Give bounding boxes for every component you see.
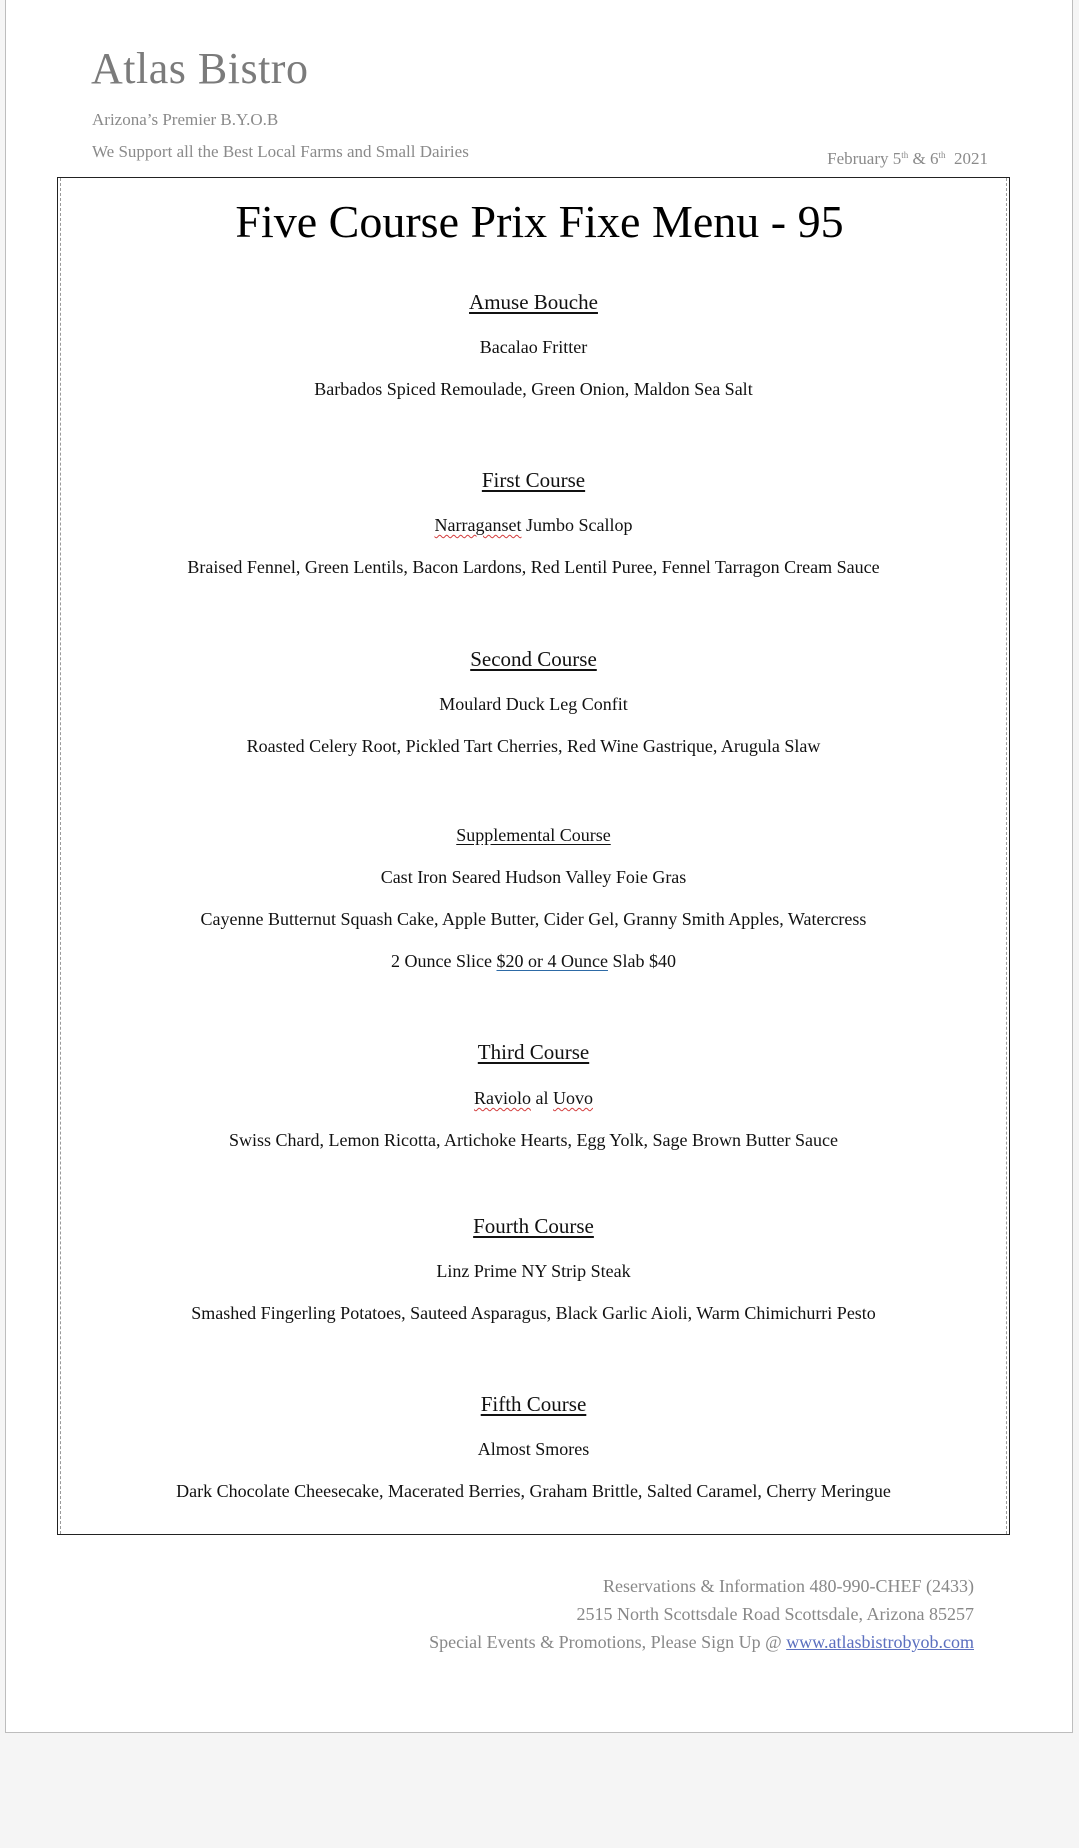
- tagline-byob: Arizona’s Premier B.Y.O.B: [92, 110, 279, 129]
- dish-amuse-bouche: Bacalao Fritter: [479, 337, 588, 357]
- dish-fifth-course: Almost Smores: [477, 1439, 590, 1459]
- footer-address: 2515 North Scottsdale Road Scottsdale, Arizona 85257: [576, 1604, 974, 1624]
- heading-second-course: Second Course: [470, 647, 597, 671]
- desc-second-course: Roasted Celery Root, Pickled Tart Cherries, Red Wine Gastrique, Arugula Slaw: [246, 736, 821, 756]
- desc-amuse-bouche: Barbados Spiced Remoulade, Green Onion, Maldon Sea Salt: [314, 379, 753, 399]
- restaurant-name: Atlas Bistro: [91, 44, 309, 93]
- dish-third-course: Raviolo al Uovo: [474, 1088, 593, 1108]
- heading-supplemental-course: Supplemental Course: [456, 825, 611, 845]
- desc-third-course: Swiss Chard, Lemon Ricotta, Artichoke Hearts, Egg Yolk, Sage Brown Butter Sauce: [229, 1130, 838, 1150]
- desc-fourth-course: Smashed Fingerling Potatoes, Sauteed Asparagus, Black Garlic Aioli, Warm Chimichurri Pesto: [191, 1303, 876, 1323]
- heading-third-course: Third Course: [477, 1040, 590, 1064]
- footer-signup: Special Events & Promotions, Please Sign Up @ www.atlasbistrobyob.com: [429, 1632, 974, 1652]
- menu-date: February 5th & 6th 2021: [827, 149, 988, 168]
- spellcheck-word: Narraganset: [434, 515, 522, 535]
- dish-first-course: Narraganset Jumbo Scallop: [434, 515, 633, 535]
- heading-fifth-course: Fifth Course: [480, 1392, 587, 1416]
- menu-title: Five Course Prix Fixe Menu - 95: [235, 196, 844, 247]
- website-link[interactable]: www.atlasbistrobyob.com: [786, 1632, 974, 1652]
- price-supplemental-course: 2 Ounce Slice $20 or 4 Ounce Slab $40: [391, 951, 676, 971]
- heading-amuse-bouche: Amuse Bouche: [469, 290, 598, 314]
- heading-first-course: First Course: [481, 468, 586, 492]
- desc-first-course: Braised Fennel, Green Lentils, Bacon Lardons, Red Lentil Puree, Fennel Tarragon Cream Sauce: [187, 557, 880, 577]
- dish-second-course: Moulard Duck Leg Confit: [439, 694, 628, 714]
- desc-supplemental-course: Cayenne Butternut Squash Cake, Apple Butter, Cider Gel, Granny Smith Apples, Watercress: [200, 909, 867, 929]
- dish-fourth-course: Linz Prime NY Strip Steak: [436, 1261, 631, 1281]
- heading-fourth-course: Fourth Course: [473, 1214, 594, 1238]
- dish-supplemental-course: Cast Iron Seared Hudson Valley Foie Gras: [380, 867, 687, 887]
- desc-fifth-course: Dark Chocolate Cheesecake, Macerated Berries, Graham Brittle, Salted Caramel, Cherry Meringue: [176, 1481, 891, 1501]
- tagline-farms: We Support all the Best Local Farms and Small Dairies: [92, 142, 469, 161]
- footer-reservations: Reservations & Information 480-990-CHEF (2433): [603, 1576, 974, 1596]
